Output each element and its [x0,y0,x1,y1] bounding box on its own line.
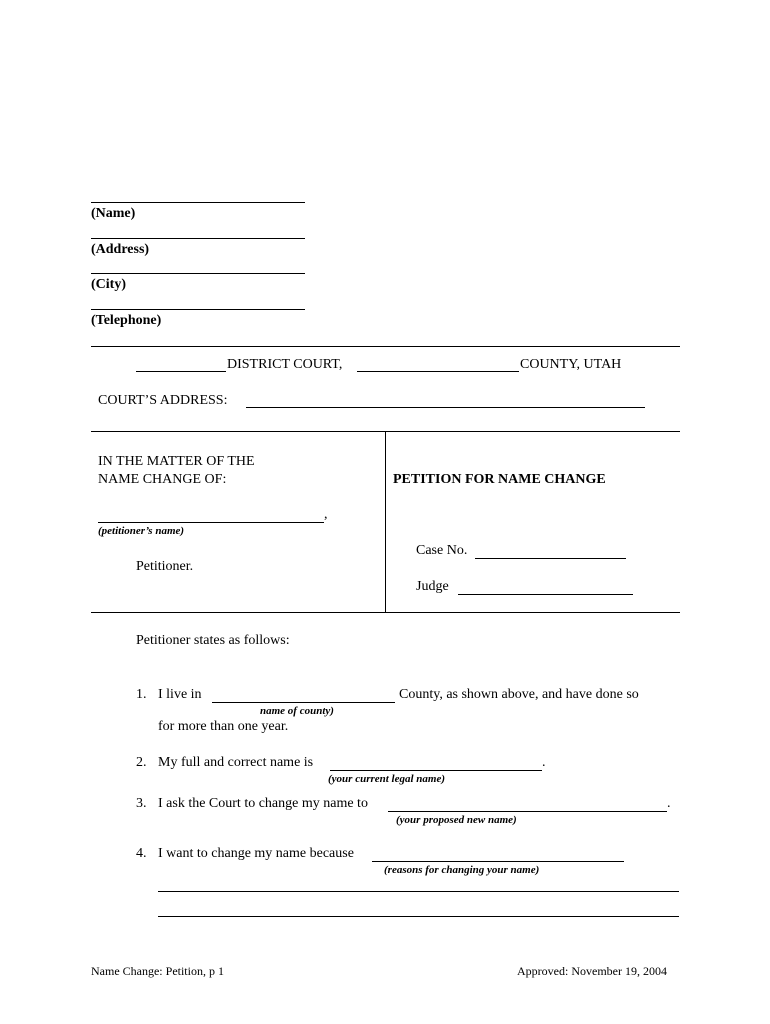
item-1-text-before: I live in [158,687,202,702]
proposed-name-line[interactable] [388,811,667,812]
district-court-text: DISTRICT COURT, [227,357,343,372]
item-2-text-after: . [542,755,546,770]
reasons-caption: (reasons for changing your name) [384,864,540,876]
courts-address-line[interactable] [246,407,645,408]
name-line[interactable] [91,202,305,203]
district-blank-line[interactable] [136,371,226,372]
case-no-label: Case No. [416,543,468,558]
item-3-text-after: . [667,796,671,811]
city-line[interactable] [91,273,305,274]
case-no-line[interactable] [475,558,626,559]
address-line[interactable] [91,238,305,239]
petition-title: PETITION FOR NAME CHANGE [393,472,606,487]
judge-label: Judge [416,579,449,594]
reasons-line-2[interactable] [158,891,679,892]
courts-address-label: COURT’S ADDRESS: [98,393,228,408]
item-3-number: 3. [136,796,147,811]
city-label: (City) [91,277,126,292]
petitioner-name-line[interactable] [98,522,324,523]
address-label: (Address) [91,242,150,257]
item-1-text-after: County, as shown above, and have done so [399,687,639,702]
reasons-line-1[interactable] [372,861,624,862]
matter-line-1: IN THE MATTER OF THE [98,454,255,469]
telephone-label: (Telephone) [91,313,162,328]
county-blank-line[interactable] [357,371,519,372]
proposed-name-caption: (your proposed new name) [396,814,517,826]
petitioner-label: Petitioner. [136,559,194,574]
petitioner-name-comma: , [324,507,328,522]
item-3-text-before: I ask the Court to change my name to [158,796,368,811]
footer-right: Approved: November 19, 2004 [517,964,667,978]
item-4-number: 4. [136,846,147,861]
item-2-text-before: My full and correct name is [158,755,314,770]
judge-line[interactable] [458,594,633,595]
item-4-text-before: I want to change my name because [158,846,354,861]
item-1-number: 1. [136,687,147,702]
name-label: (Name) [91,206,136,221]
item-1-continuation: for more than one year. [158,719,289,734]
petitioner-states-intro: Petitioner states as follows: [136,633,290,648]
county-utah-text: COUNTY, UTAH [520,357,622,372]
header-divider [91,346,680,347]
current-name-caption: (your current legal name) [328,773,446,785]
footer-left: Name Change: Petition, p 1 [91,964,224,978]
current-name-line[interactable] [330,770,542,771]
county-name-caption: name of county) [260,705,334,717]
reasons-line-3[interactable] [158,916,679,917]
caption-bottom-rule [91,612,680,613]
telephone-line[interactable] [91,309,305,310]
item-2-number: 2. [136,755,147,770]
caption-divider [385,431,386,613]
county-name-line[interactable] [212,702,395,703]
matter-line-2: NAME CHANGE OF: [98,472,227,487]
petitioner-name-caption: (petitioner’s name) [98,525,185,537]
